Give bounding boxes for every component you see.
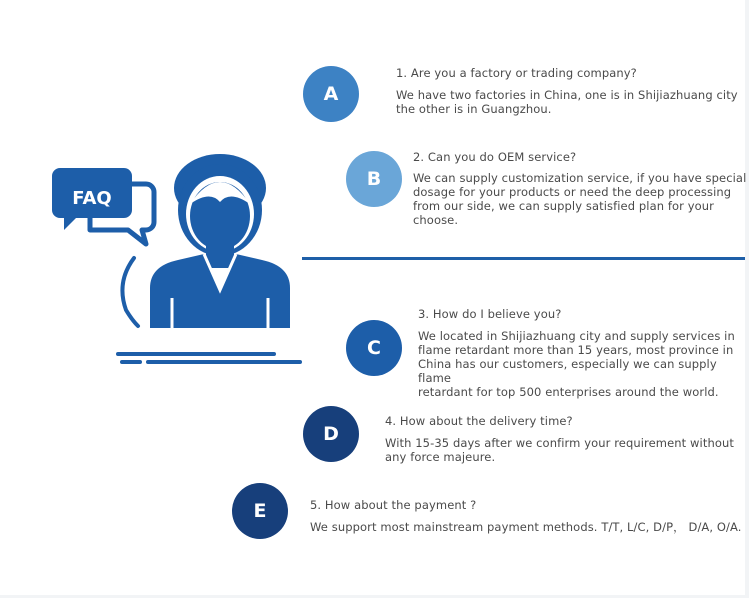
badge-c: C [346,320,402,376]
answer-1 [396,88,738,116]
decor-swoosh [122,258,138,326]
faq-bubble-text: FAQ [72,188,112,209]
right-edge [745,0,749,598]
answer-2-line: We can supply customization service, if you have special [413,171,747,185]
answer-3-line: China has our customers, especially we can supply flame [418,357,717,385]
answer-3-line: flame retardant more than 15 years, most province in [418,343,734,357]
answer-3-line: retardant for top 500 enterprises around the world. [418,385,719,399]
question-2: 2. Can you do OEM service? [413,150,577,164]
answer-2 [413,171,749,227]
question-5: 5. How about the payment ? [310,498,477,512]
customer-service-illustration [50,148,310,368]
question-1: 1. Are you a factory or trading company? [396,66,637,80]
question-4: 4. How about the delivery time? [385,414,573,428]
answer-5 [310,520,742,534]
question-3: 3. How do I believe you? [418,307,562,321]
answer-2-line: from our side, we can supply satisfied plan for your choose. [413,199,715,227]
answer-1-line: the other is in Guangzhou. [396,102,552,116]
badge-e: E [232,483,288,539]
badge-a: A [303,66,359,122]
answer-3-line: We located in Shijiazhuang city and supply services in [418,329,735,343]
section-divider [302,257,745,260]
answer-4-line: any force majeure. [385,450,496,464]
badge-d: D [303,406,359,462]
answer-3 [418,329,749,399]
person-icon [150,154,290,328]
answer-2-line: dosage for your products or need the deep processing [413,185,732,199]
badge-b: B [346,151,402,207]
ground-lines [118,354,300,362]
answer-5-line: We support most mainstream payment methods. T/T, L/C, D/P， D/A, O/A. [310,520,742,534]
answer-4-line: With 15-35 days after we confirm your requirement without [385,436,734,450]
answer-4 [385,436,734,464]
answer-1-line: We have two factories in China, one is in Shijiazhuang city [396,88,738,102]
